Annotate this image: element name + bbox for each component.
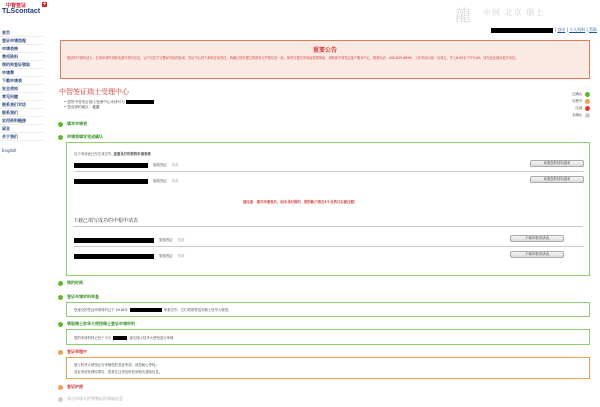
legend-label: 未确认 <box>572 113 583 117</box>
step-passport <box>58 384 83 390</box>
info-line-1: • 您的中智签证瑞士受理中心申请号为 <box>64 100 154 105</box>
legend-pending <box>572 112 590 119</box>
review-text <box>74 307 232 312</box>
redacted-app-number <box>126 100 154 104</box>
collect-text-part2: 递交瑞士驻华大使馆进行审理 <box>129 336 174 340</box>
review-text-part2: 审查完毕，它们将被寄送到瑞士驻华大使馆。 <box>163 308 232 312</box>
intro-text: 以下申请表已经生成完毕 <box>74 152 112 156</box>
status-legend <box>572 91 590 119</box>
warning-text: 请注意：填写申请表后，如未及时预约，您的帐户将在3个自然日后被注销！ <box>243 200 358 204</box>
grey-dot-icon <box>585 113 590 118</box>
step-label: 申请表填写完成确认 <box>67 134 103 139</box>
sidebar-item-faq[interactable]: 常见问题 <box>0 93 44 101</box>
redacted-username <box>491 28 553 33</box>
collect-text-part1: 您的申请材料已经于今天 <box>74 336 112 340</box>
profile-link[interactable]: 个人资料 <box>569 27 586 32</box>
swiss-flag-icon <box>42 2 47 7</box>
step-label: 预约时间 <box>67 280 83 285</box>
sidebar-item-app-fee[interactable]: 申请费 <box>0 69 44 77</box>
visa-type: 旅游签证 <box>153 163 167 167</box>
visa-tag: 旅游 <box>177 254 185 258</box>
visa-type: 旅游签证 <box>159 238 173 242</box>
progress-icon <box>58 385 63 390</box>
check-icon <box>58 135 63 140</box>
step-label: 签证护照 <box>67 384 83 389</box>
info-label: 您选择的地区： <box>67 105 93 109</box>
step-processing <box>58 349 87 355</box>
application-row-2 <box>74 178 179 184</box>
green-dot-icon <box>585 92 590 97</box>
check-icon <box>58 322 63 327</box>
legend-label: 已确认 <box>572 92 583 96</box>
step-label: 领取瑞士驻华大使馆瑞士签证申请材料 <box>67 321 135 326</box>
review-text-part1: 您递交的签证申请材料已于 2016年 <box>74 308 128 312</box>
sidebar-item-about[interactable]: 关于我们 <box>0 133 44 141</box>
application-row-1 <box>74 162 179 168</box>
sidebar-item-message[interactable]: 留言 <box>0 125 44 133</box>
help-link[interactable]: 帮助 <box>589 27 597 32</box>
legend-done <box>572 91 590 98</box>
notice-title: 重要公告 <box>312 47 337 54</box>
pending-icon <box>58 397 63 402</box>
redacted-applicant <box>74 163 148 168</box>
step-review <box>58 294 99 300</box>
sidebar-item-contact[interactable]: 联系我们 <box>0 109 44 117</box>
divider <box>74 171 584 172</box>
redacted-applicant <box>74 179 148 184</box>
step-passport-info <box>58 396 123 402</box>
important-notice <box>60 40 590 79</box>
visa-tag: 旅游 <box>171 179 179 183</box>
separator: | <box>554 27 558 32</box>
step-confirm-form <box>58 134 103 140</box>
processing-box <box>66 357 590 379</box>
step-label: 签证审理中 <box>67 349 87 354</box>
step-fill-form <box>58 121 87 127</box>
info-label: 您的中智签证瑞士受理中心申请号为 <box>67 100 125 104</box>
sidebar-item-fees[interactable]: 费用资料 <box>0 53 44 61</box>
legend-warn <box>572 105 590 112</box>
sidebar-item-process[interactable]: 签证申请流程 <box>0 37 44 45</box>
visa-type: 旅游签证 <box>153 179 167 183</box>
check-icon <box>58 295 63 300</box>
download-row-2 <box>74 253 185 259</box>
brand-logo[interactable]: TLScontact <box>2 8 41 15</box>
step-appointment <box>58 280 83 286</box>
download-subhead: 下载已填写成功的申根申请表 <box>73 218 139 224</box>
download-form-button[interactable]: 下载申根申请表 <box>510 235 564 242</box>
sidebar-item-appointment[interactable]: 预约和签证领取 <box>0 61 44 69</box>
visa-tag: 旅游 <box>177 238 185 242</box>
top-links <box>491 27 597 33</box>
divider <box>74 246 584 247</box>
download-row-1 <box>74 237 185 243</box>
collect-text <box>74 335 173 340</box>
sidebar-item-chat[interactable]: 联系我们对话 <box>0 101 44 109</box>
header-decoration <box>455 3 599 25</box>
legend-progress <box>572 98 590 105</box>
legend-label: 注意 <box>575 106 583 110</box>
sidebar-item-home[interactable]: 首页 <box>0 29 44 37</box>
header-city: 中国 北京 瑞士 <box>483 8 545 17</box>
step-label: 来自申请人护照签证的领取信息 <box>67 396 123 401</box>
processing-text-2: 签证申请处理结果后，您将在这里及时收到相关通知信息。 <box>74 370 163 374</box>
check-icon <box>58 122 63 127</box>
info-value: 北京 <box>92 105 100 109</box>
sidebar-item-links[interactable]: 实用资料链接 <box>0 117 44 125</box>
progress-icon <box>58 350 63 355</box>
step-label: 填写申请表 <box>67 121 87 126</box>
sidebar-item-forms[interactable]: 申请表格 <box>0 45 44 53</box>
view-checklist-button[interactable]: 查看您的材料清单 <box>530 160 584 167</box>
visa-tag: 旅游 <box>171 163 179 167</box>
visa-type: 旅游签证 <box>159 254 173 258</box>
notice-text: 敬爱的中国申请人：在线申请时请如实填写相关信息，由于信息不完整而导致的延误，签证中心将不承担任何责任。请确认您所提交的资料与护照信息一致。如您在提交申请前需要帮助，请联系中智签证客户服务中心，联系电话：400-625-6699，工作时间为周一至周五，早上8:00至下午5:00。请在此处阅读更多信息。 <box>67 56 519 60</box>
processing-text-1: 瑞士驻华大使馆正在审理您的签证申请，请您耐心等待。 <box>74 363 159 367</box>
separator: | <box>565 27 570 32</box>
sidebar-item-download[interactable]: 下载申请表 <box>0 77 44 85</box>
separator: | <box>585 27 589 32</box>
check-icon <box>58 281 63 286</box>
brand-chinese: 中智签证 <box>6 3 27 9</box>
view-checklist-button[interactable]: 查看您的材料清单 <box>530 176 584 183</box>
redacted-applicant <box>74 238 154 243</box>
redacted-date <box>130 308 162 312</box>
red-dot-icon <box>585 106 590 111</box>
step-label: 签证申请材料审查 <box>67 294 99 299</box>
sidebar <box>0 29 44 155</box>
divider <box>73 226 583 227</box>
page-title: 中智签证瑞士受理中心 <box>59 88 129 96</box>
applicant-info <box>64 100 154 110</box>
sidebar-item-security[interactable]: 安全须知 <box>0 85 44 93</box>
logout-link[interactable]: 登出 <box>557 27 566 32</box>
redacted-date <box>113 336 127 340</box>
info-line-2: • 您选择的地区：北京 <box>64 105 100 109</box>
step-collect <box>58 321 135 327</box>
orange-dot-icon <box>585 99 590 104</box>
header <box>0 0 600 27</box>
confirm-intro: 以下申请表已经生成完毕, 查看及打印您的申请表格 <box>74 152 151 156</box>
download-form-button[interactable]: 下载申根申请表 <box>510 251 564 258</box>
language-switch[interactable]: English <box>2 148 17 153</box>
intro-bold: 查看及打印您的申请表格 <box>113 152 151 156</box>
dragon-icon: 龍 <box>455 6 472 25</box>
legend-label: 处理中 <box>572 99 583 103</box>
redacted-applicant <box>74 254 154 259</box>
